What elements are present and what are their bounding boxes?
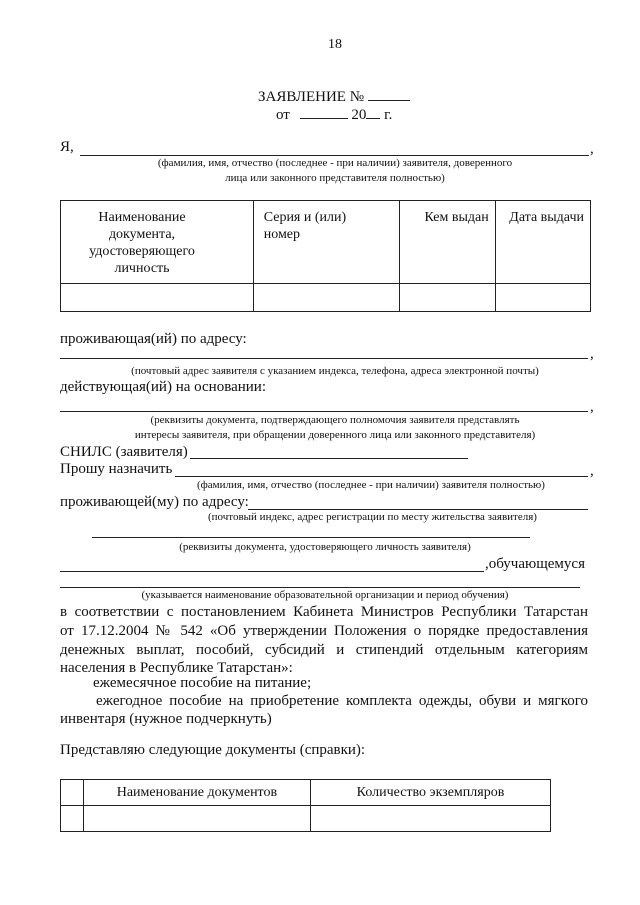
id-table-header-row <box>61 201 591 284</box>
date-suffix: г. <box>384 107 393 123</box>
residing-label: проживающей(му) по адресу: <box>60 494 249 510</box>
legal-line-1: в соответствии с постановлением Кабинета Министров Республики Татарстан <box>60 604 588 620</box>
legal-line-3: денежных выплат, пособий, субсидий и стипендий отдельным категориям <box>60 642 588 658</box>
docs-col-name: Наименование документов <box>83 780 310 806</box>
page-number: 18 <box>328 37 342 52</box>
basis-field[interactable] <box>60 411 588 412</box>
form-title <box>258 86 410 106</box>
id-col-doc-name: Наименование документа, удостоверяющего личность <box>61 201 254 284</box>
option-clothing-allowance[interactable]: ежегодное пособие на приобретение комплекта одежды, обуви и мягкого <box>96 693 588 709</box>
applicant-name-field[interactable] <box>80 155 589 156</box>
id-document-table <box>60 200 591 312</box>
student-hint: (указывается наименование образовательной организации и период обучения) <box>141 589 509 601</box>
date-day-month-field[interactable] <box>300 104 348 119</box>
basis-label: действующая(ий) на основании: <box>60 379 266 395</box>
docs-col-count: Количество экземпляров <box>311 780 551 806</box>
residing-hint: (почтовый индекс, адрес регистрации по месту жительства заявителя) <box>208 511 537 523</box>
student-org-field[interactable] <box>60 587 580 588</box>
applicant-hint-1: (фамилия, имя, отчество (последнее - при наличии) заявителя, доверенного <box>157 157 513 169</box>
docs-name-input[interactable] <box>83 806 310 832</box>
appoint-name-field[interactable] <box>175 476 588 477</box>
form-title-label: ЗАЯВЛЕНИЕ № <box>258 89 365 105</box>
appoint-label: Прошу назначить <box>60 461 173 477</box>
basis-hint-1: (реквизиты документа, подтверждающего полномочия заявителя представлять <box>150 414 520 426</box>
id-issuer-input[interactable] <box>400 284 495 312</box>
date-prefix: от <box>276 107 290 123</box>
id-col-issuer: Кем выдан <box>400 201 495 284</box>
id-series-input[interactable] <box>253 284 400 312</box>
id-col-series: Серия и (или) номер <box>253 201 400 284</box>
documents-intro: Представляю следующие документы (справки): <box>60 742 366 758</box>
id-table-input-row <box>61 284 591 312</box>
id-doc-name-input[interactable] <box>61 284 254 312</box>
basis-hint-2: интересы заявителя, при обращении доверенного лица или законного представителя) <box>134 429 536 441</box>
student-field[interactable] <box>60 571 484 572</box>
docs-col-number <box>61 780 84 806</box>
docs-count-input[interactable] <box>311 806 551 832</box>
form-number-field[interactable] <box>368 86 410 101</box>
applicant-prefix: Я, <box>60 139 74 155</box>
option-clothing-allowance-cont: инвентаря (нужное подчеркнуть) <box>60 711 272 727</box>
applicant-hint-2: лица или законного представителя полностью) <box>225 172 445 184</box>
address-label: проживающая(ий) по адресу: <box>60 331 247 347</box>
date-year-prefix: 20 <box>351 107 367 123</box>
id-doc-details-field[interactable] <box>92 537 530 538</box>
id-date-input[interactable] <box>495 284 590 312</box>
snils-field[interactable] <box>190 458 468 459</box>
snils-label: СНИЛС (заявителя) <box>60 444 188 460</box>
residing-address-field[interactable] <box>248 509 588 510</box>
id-doc-hint: (реквизиты документа, удостоверяющего личность заявителя) <box>179 541 471 553</box>
documents-table <box>60 779 551 832</box>
documents-input-row <box>61 806 551 832</box>
documents-header-row <box>61 780 551 806</box>
option-food-allowance[interactable]: ежемесячное пособие на питание; <box>93 675 312 691</box>
legal-line-4: населения в Республике Татарстан»: <box>60 660 293 676</box>
address-field[interactable] <box>60 358 588 359</box>
docs-number-input[interactable] <box>61 806 84 832</box>
legal-line-2: от 17.12.2004 № 542 «Об утверждении Положения о порядке предоставления <box>60 623 588 639</box>
date-year-field[interactable] <box>366 104 380 119</box>
form-date <box>276 104 392 124</box>
applicant-comma: , <box>590 141 594 157</box>
address-hint: (почтовый адрес заявителя с указанием индекса, телефона, адреса электронной почты) <box>131 365 539 377</box>
student-suffix: ,обучающемуся <box>485 556 585 572</box>
appoint-hint: (фамилия, имя, отчество (последнее - при наличии) заявителя полностью) <box>197 479 545 491</box>
id-col-date: Дата выдачи <box>495 201 590 284</box>
